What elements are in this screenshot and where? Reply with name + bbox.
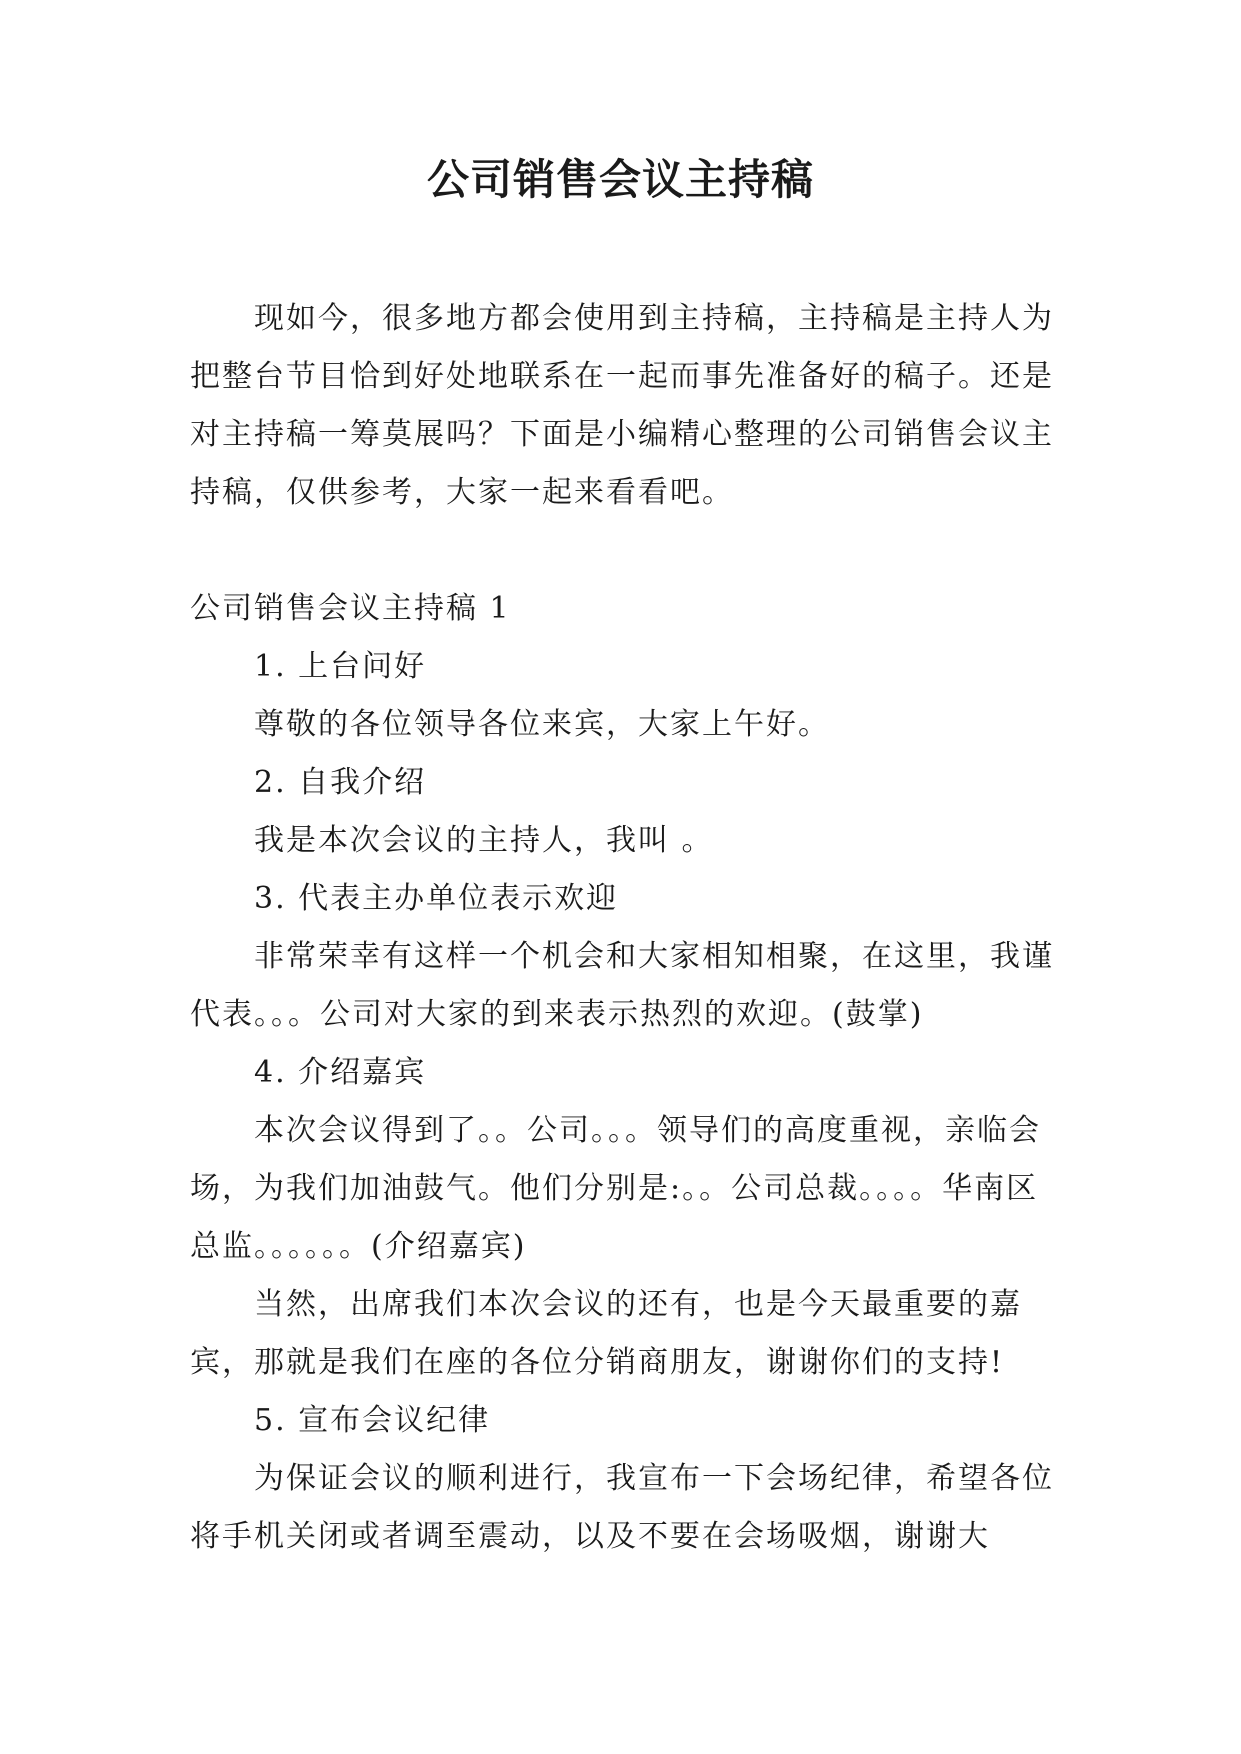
document-title: 公司销售会议主持稿 [426,155,814,204]
step-text: 尊敬的各位领导各位来宾，大家上午好。 [254,707,830,742]
step-heading: 1. 上台问好 [254,649,427,684]
step-heading: 5. 宣布会议纪律 [254,1403,491,1438]
step-text: 我是本次会议的主持人，我叫 。 [254,823,714,858]
step-heading: 3. 代表主办单位表示欢迎 [254,881,619,916]
intro-section [190,290,1070,522]
step-heading: 2. 自我介绍 [254,765,427,800]
intro-paragraph: 现如今，很多地方都会使用到主持稿，主持稿是主持人为把整台节目恰到好处地联系在一起而事先准备好的稿子。还是对主持稿一筹莫展吗？下面是小编精心整理的公司销售会议主持稿，仅供参考，大家一起来看看吧。 [190,301,1054,510]
step-text: 为保证会议的顺利进行，我宣布一下会场纪律，希望各位将手机关闭或者调至震动，以及不要在会场吸烟，谢谢大 [190,1461,1054,1554]
step-text: 本次会议得到了。。公司。。。领导们的高度重视，亲临会场，为我们加油鼓气。他们分别是:。。公司总裁。。。。华南区总监。。。。。。(介绍嘉宾) [190,1113,1041,1264]
script-section [190,580,1070,1566]
step-heading: 4. 介绍嘉宾 [254,1055,427,1090]
step-text: 非常荣幸有这样一个机会和大家相知相聚，在这里，我谨代表。。。公司对大家的到来表示热烈的欢迎。(鼓掌) [190,939,1054,1032]
step-text: 当然，出席我们本次会议的还有，也是今天最重要的嘉宾，那就是我们在座的各位分销商朋友，谢谢你们的支持! [190,1287,1022,1380]
section-title: 公司销售会议主持稿 1 [190,591,511,626]
